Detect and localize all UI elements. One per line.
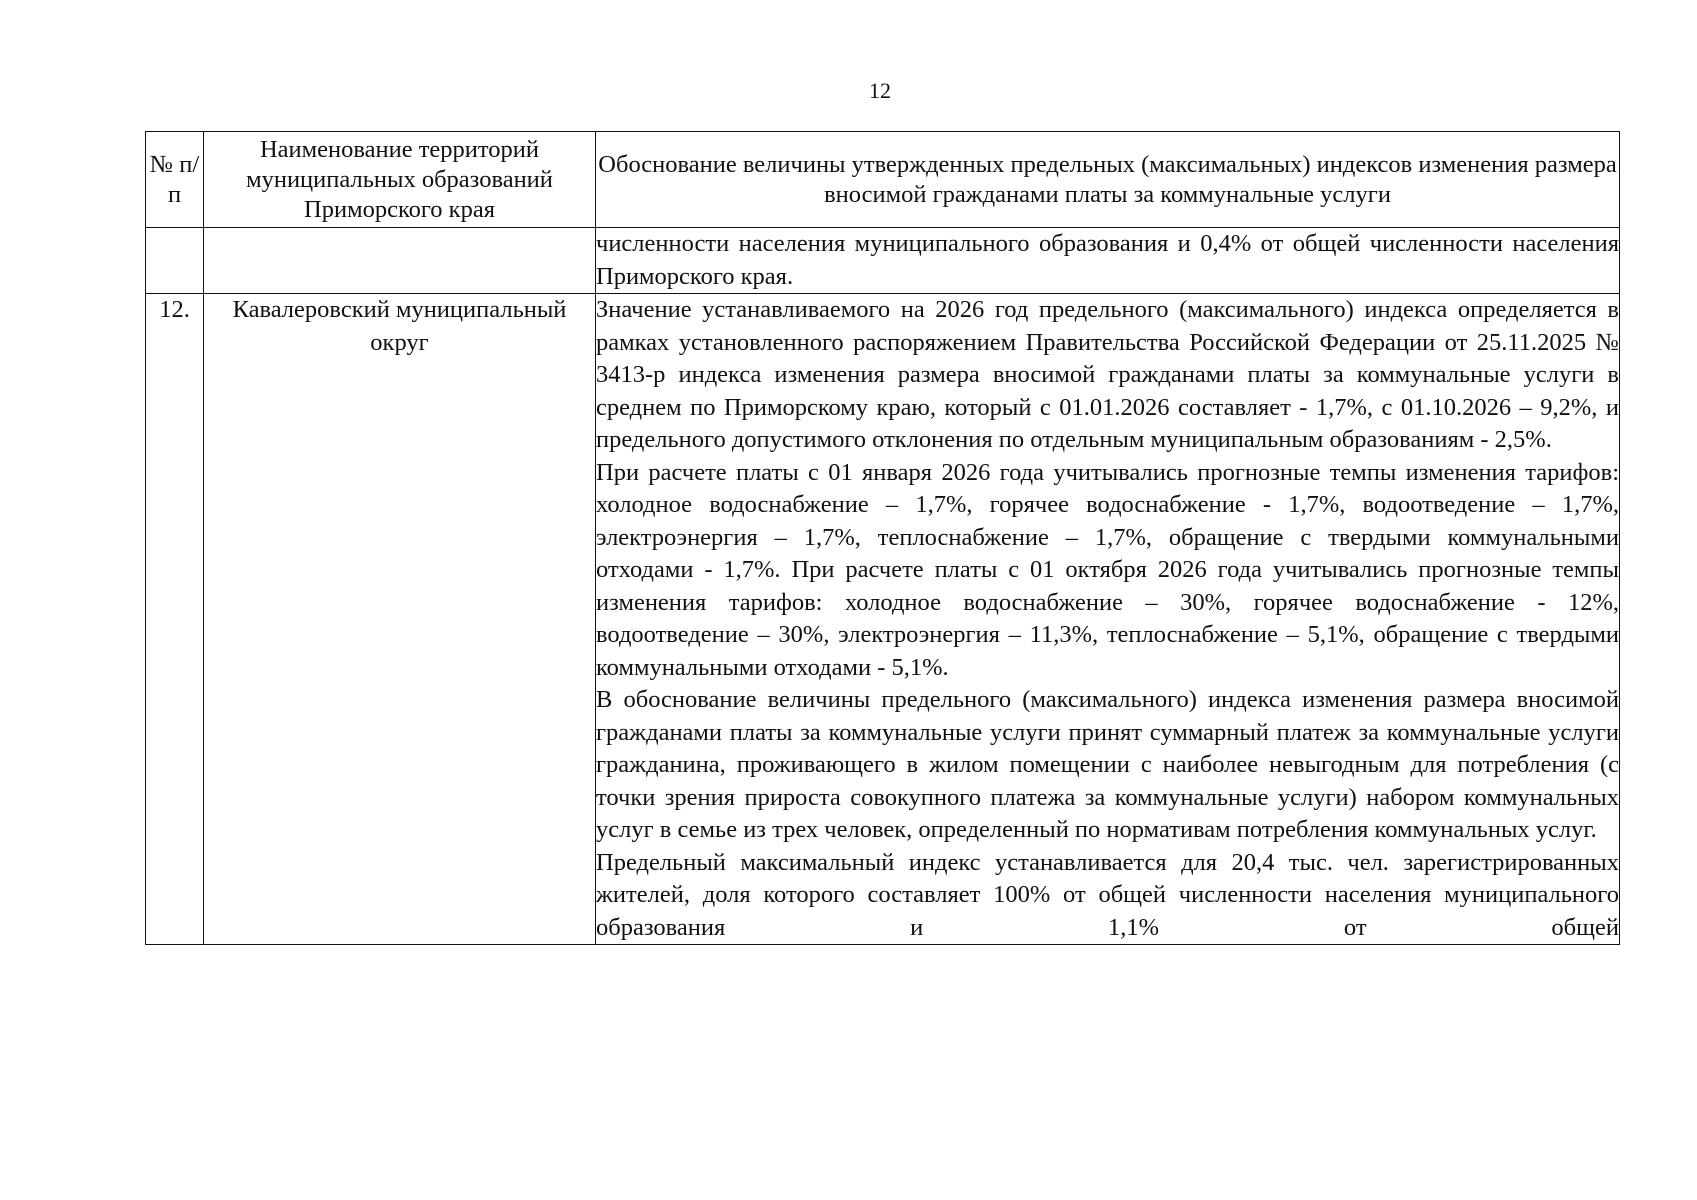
table-row-12 xyxy=(146,294,1620,945)
row-number: 12. xyxy=(146,294,204,945)
continuation-number xyxy=(146,228,204,294)
continuation-territory xyxy=(204,228,596,294)
page-number: 12 xyxy=(869,78,891,103)
header-territory-name: Наименование территорий муниципальных образований Приморского края xyxy=(204,132,596,228)
municipal-index-table xyxy=(145,131,1620,945)
continuation-paragraph: численности населения муниципального образования и 0,4% от общей численности населения Приморского края. xyxy=(596,230,1619,290)
justification-text xyxy=(596,294,1620,945)
territory-name: Кавалеровский муниципальный округ xyxy=(204,294,596,945)
justification-paragraph-4: Предельный максимальный индекс устанавливается для 20,4 тыс. чел. зарегистрированных жителей, доля которого составляет 100% от общей численности населения муниципального образования и 1,1% от общей xyxy=(596,848,1619,941)
header-justification: Обоснование величины утвержденных предельных (максимальных) индексов изменения размера вносимой гражданами платы за коммунальные услуги xyxy=(596,132,1620,228)
table-header-row xyxy=(146,132,1620,228)
justification-paragraph-3: В обоснование величины предельного (максимального) индекса изменения размера вносимой гражданами платы за коммунальные услуги принят суммарный платеж за коммунальные услуги гражданина, проживающего в жилом помещении с наиболее невыгодным для потребления (с точки зрения прироста совокупного платежа за коммунальные услуги) набором коммунальных услуг в семье из трех человек, определенный по нормативам потребления коммунальных услуг. xyxy=(596,686,1619,843)
continuation-justification xyxy=(596,228,1620,294)
justification-paragraph-1: Значение устанавливаемого на 2026 год предельного (максимального) индекса определяется в рамках установленного распоряжением Правительства Российской Федерации от 25.11.2025 № 3413-р индекса изменения размера вносимой гражданами платы за коммунальные услуги в среднем по Приморскому краю, который с 01.01.2026 составляет - 1,7%, с 01.10.2026 – 9,2%, и предельного допустимого отклонения по отдельным муниципальным образованиям - 2,5%. xyxy=(596,296,1619,453)
justification-paragraph-2: При расчете платы с 01 января 2026 года учитывались прогнозные темпы изменения тарифов: холодное водоснабжение – 1,7%, горячее водоснабжение - 1,7%, водоотведение – 1,7%, электроэнергия – 1,7%, теплоснабжение – 1,7%, обращение с твердыми коммунальными отходами - 1,7%. При расчете платы с 01 октября 2026 года учитывались прогнозные темпы изменения тарифов: холодное водоснабжение – 30%, горячее водоснабжение - 12%, водоотведение – 30%, электроэнергия – 11,3%, теплоснабжение – 5,1%, обращение с твердыми коммунальными отходами - 5,1%. xyxy=(596,458,1619,681)
header-number: № п/п xyxy=(146,132,204,228)
table-row-continuation xyxy=(146,228,1620,294)
